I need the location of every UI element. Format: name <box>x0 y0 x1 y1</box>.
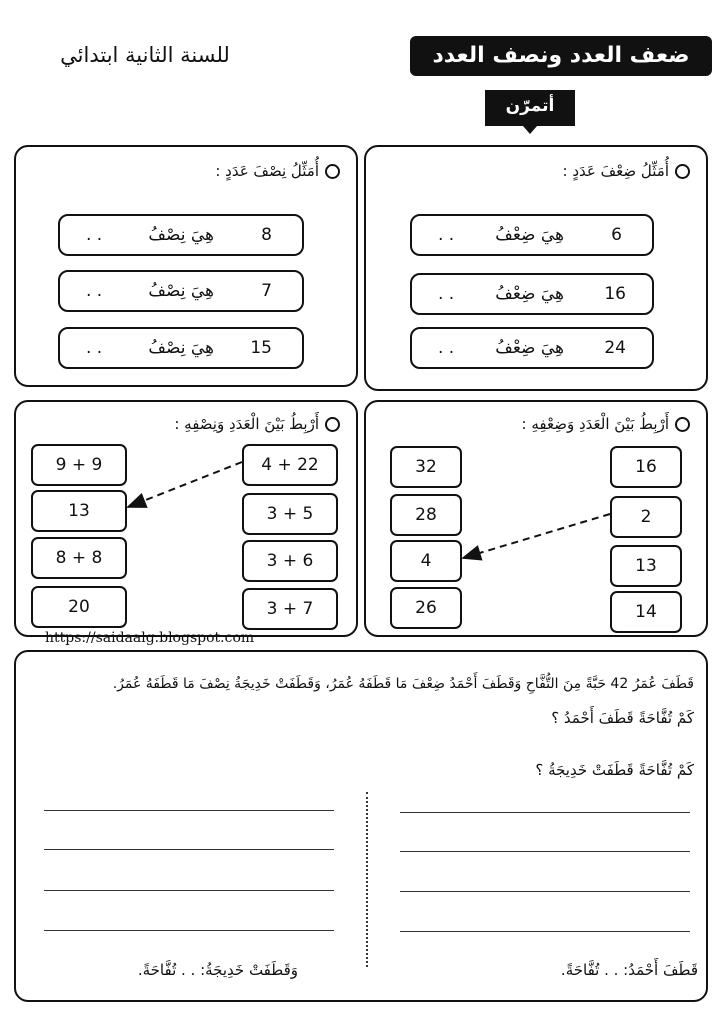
link-half-expression-box[interactable]: 3 + 7 <box>242 588 338 630</box>
link-double-number-box[interactable]: 26 <box>390 587 462 629</box>
answer-line <box>400 891 690 892</box>
double-item-number: 24 <box>604 338 626 358</box>
problem-statement: قَطَفَ عُمَرُ 42 حَبَّةً مِنَ التُّفَّاحِ وَقَطَفَ أَحْمَدُ ضِعْفَ مَا قَطَفَهُ عُمَرُ، وَقَطَفَتْ خَدِيجَةُ نِصْفَ مَا قَطَفَهُ عُمَرُ. <box>112 676 694 692</box>
link-half-expression-box[interactable]: 3 + 5 <box>242 493 338 535</box>
answer-line <box>400 851 690 852</box>
practice-label: أتمرّن <box>485 90 575 126</box>
link-double-example-arrow <box>463 514 610 558</box>
answer-khadija: وَقَطَفَتْ خَدِيجَةُ: . . تُفَّاحَةً. <box>137 961 298 979</box>
half-item-blank: . . <box>86 338 103 358</box>
link-half-value-box[interactable]: 9 + 9 <box>31 444 127 486</box>
link-half-expression-box[interactable]: 4 + 22 <box>242 444 338 486</box>
double-item-blank: . . <box>438 225 455 245</box>
half-item-text: هِيَ نِصْفُ <box>148 281 214 301</box>
answer-line <box>44 930 334 931</box>
link-double-panel-title: أَرْبِطُ بَيْنَ الْعَدَدِ وَضِعْفِهِ : <box>522 413 690 435</box>
link-half-value-box[interactable]: 13 <box>31 490 127 532</box>
answer-ahmed: قَطَفَ أَحْمَدُ: . . تُفَّاحَةً. <box>560 961 698 979</box>
source-url: https://saidaalg.blogspot.com <box>45 630 255 646</box>
worksheet-title: ضعف العدد ونصف العدد <box>410 36 712 76</box>
double-item-text: هِيَ ضِعْفُ <box>495 284 564 304</box>
answer-line <box>44 890 334 891</box>
link-half-value-box[interactable]: 8 + 8 <box>31 537 127 579</box>
link-double-number-box[interactable]: 4 <box>390 540 462 582</box>
double-panel-title: أُمَثِّلُ ضِعْفَ عَدَدٍ : <box>563 160 690 182</box>
link-double-number-box[interactable]: 16 <box>610 446 682 488</box>
link-double-number-box[interactable]: 28 <box>390 494 462 536</box>
half-item-number: 8 <box>261 225 272 245</box>
link-half-expression-box[interactable]: 3 + 6 <box>242 540 338 582</box>
word-problem-panel <box>14 650 708 1002</box>
half-item-blank: . . <box>86 225 103 245</box>
double-item-text: هِيَ ضِعْفُ <box>495 225 564 245</box>
answer-line <box>44 810 334 811</box>
double-item-number: 6 <box>611 225 622 245</box>
double-item-text: هِيَ ضِعْفُ <box>495 338 564 358</box>
link-half-example-arrow <box>128 462 242 507</box>
double-item-blank: . . <box>438 284 455 304</box>
half-item-number: 7 <box>261 281 272 301</box>
problem-question-1: كَمْ تُفَّاحَةً قَطَفَ أَحْمَدُ ؟ <box>551 709 694 727</box>
link-half-panel-title: أَرْبِطُ بَيْنَ الْعَدَدِ وَنِصْفِهِ : <box>174 413 340 435</box>
link-double-number-box[interactable]: 13 <box>610 545 682 587</box>
problem-question-2: كَمْ تُفَّاحَةً قَطَفَتْ خَدِيجَةُ ؟ <box>535 761 694 779</box>
half-item-blank: . . <box>86 281 103 301</box>
link-half-value-box[interactable]: 20 <box>31 586 127 628</box>
double-item-blank: . . <box>438 338 455 358</box>
link-double-number-box[interactable]: 32 <box>390 446 462 488</box>
answer-line <box>400 812 690 813</box>
half-item-text: هِيَ نِصْفُ <box>148 338 214 358</box>
answer-line <box>400 931 690 932</box>
dotted-separator <box>366 792 368 967</box>
grade-label: للسنة الثانية ابتدائي <box>60 43 230 67</box>
half-panel-title: أُمَثِّلُ نِصْفَ عَدَدٍ : <box>215 160 340 182</box>
link-double-number-box[interactable]: 14 <box>610 591 682 633</box>
half-item-number: 15 <box>250 338 272 358</box>
link-double-number-box[interactable]: 2 <box>610 496 682 538</box>
answer-line <box>44 849 334 850</box>
double-item-number: 16 <box>604 284 626 304</box>
half-item-text: هِيَ نِصْفُ <box>148 225 214 245</box>
